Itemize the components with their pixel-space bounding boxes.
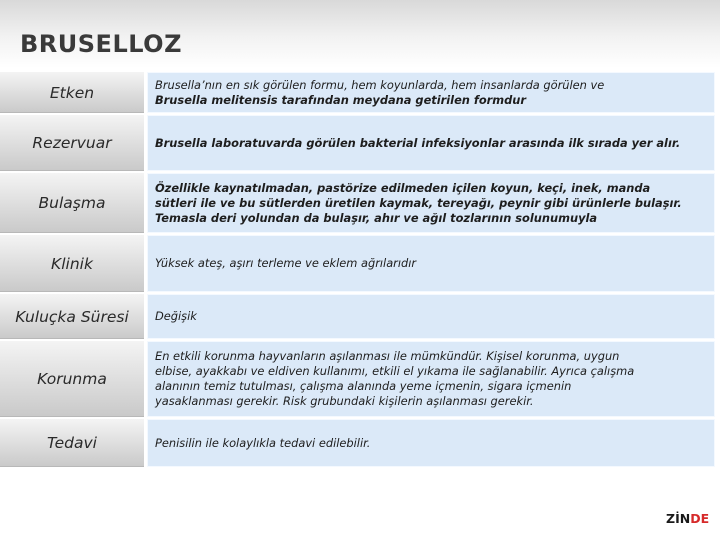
row-text	[147, 115, 715, 171]
row-text	[147, 235, 715, 292]
text-line: Özellikle kaynatılmadan, pastörize edilmeden içilen koyun, keçi, inek, manda	[155, 180, 651, 195]
table-row-tedavi	[0, 419, 720, 467]
brand-logo	[666, 511, 709, 526]
text-line: alanının temiz tutulması, çalışma alanında yeme içmenin, sigara içmenin	[155, 379, 572, 393]
row-text	[147, 419, 715, 467]
row-label: Rezervuar	[0, 115, 145, 171]
text-line: Değişik	[155, 309, 197, 323]
text-line: Penisilin ile kolaylıkla tedavi edilebilir.	[155, 435, 371, 450]
row-text	[147, 173, 715, 233]
text-line: Brusella melitensis tarafından meydana getirilen formdur	[155, 92, 527, 107]
logo-part-1: ZİN	[666, 511, 691, 526]
row-label: Kuluçka Süresi	[0, 294, 145, 339]
row-label: Bulaşma	[0, 173, 145, 233]
text-line: Brusella laboratuvarda görülen bakterial infeksiyonlar arasında ilk sırada yer alır.	[155, 135, 681, 150]
text-line: En etkili korunma hayvanların aşılanması ile mümkündür. Kişisel korunma, uygun	[155, 349, 620, 363]
text-line: Yüksek ateş, aşırı terleme ve eklem ağrılarıdır	[155, 256, 417, 270]
table-row-rezervuar	[0, 115, 720, 171]
logo-part-2: DE	[690, 511, 710, 526]
row-text	[147, 72, 715, 113]
row-label: Korunma	[0, 341, 145, 417]
row-text	[147, 341, 715, 417]
table-row-klinik	[0, 235, 720, 292]
row-text	[147, 294, 715, 339]
table-row-etken	[0, 72, 720, 113]
row-label: Etken	[0, 72, 145, 113]
row-label: Tedavi	[0, 419, 145, 467]
text-line: Temasla deri yolundan da bulaşır, ahır ve ağıl tozlarının solunumuyla	[155, 210, 598, 225]
page-title: BRUSELLOZ	[20, 30, 182, 58]
row-label: Klinik	[0, 235, 145, 292]
text-line: elbise, ayakkabı ve eldiven kullanımı, etkili el yıkama ile sağlanabilir. Ayrıca çalışma	[155, 364, 635, 378]
table-row-bulasma	[0, 173, 720, 233]
table-row-korunma	[0, 341, 720, 417]
text-line: sütleri ile ve bu sütlerden üretilen kaymak, tereyağı, peynir gibi ürünlerle bulaşır.	[155, 195, 682, 210]
table-row-kulucka-suresi	[0, 294, 720, 339]
text-line: Brusella’nın en sık görülen formu, hem koyunlarda, hem insanlarda görülen ve	[155, 77, 605, 92]
text-line: yasaklanması gerekir. Risk grubundaki kişilerin aşılanması gerekir.	[155, 394, 534, 408]
